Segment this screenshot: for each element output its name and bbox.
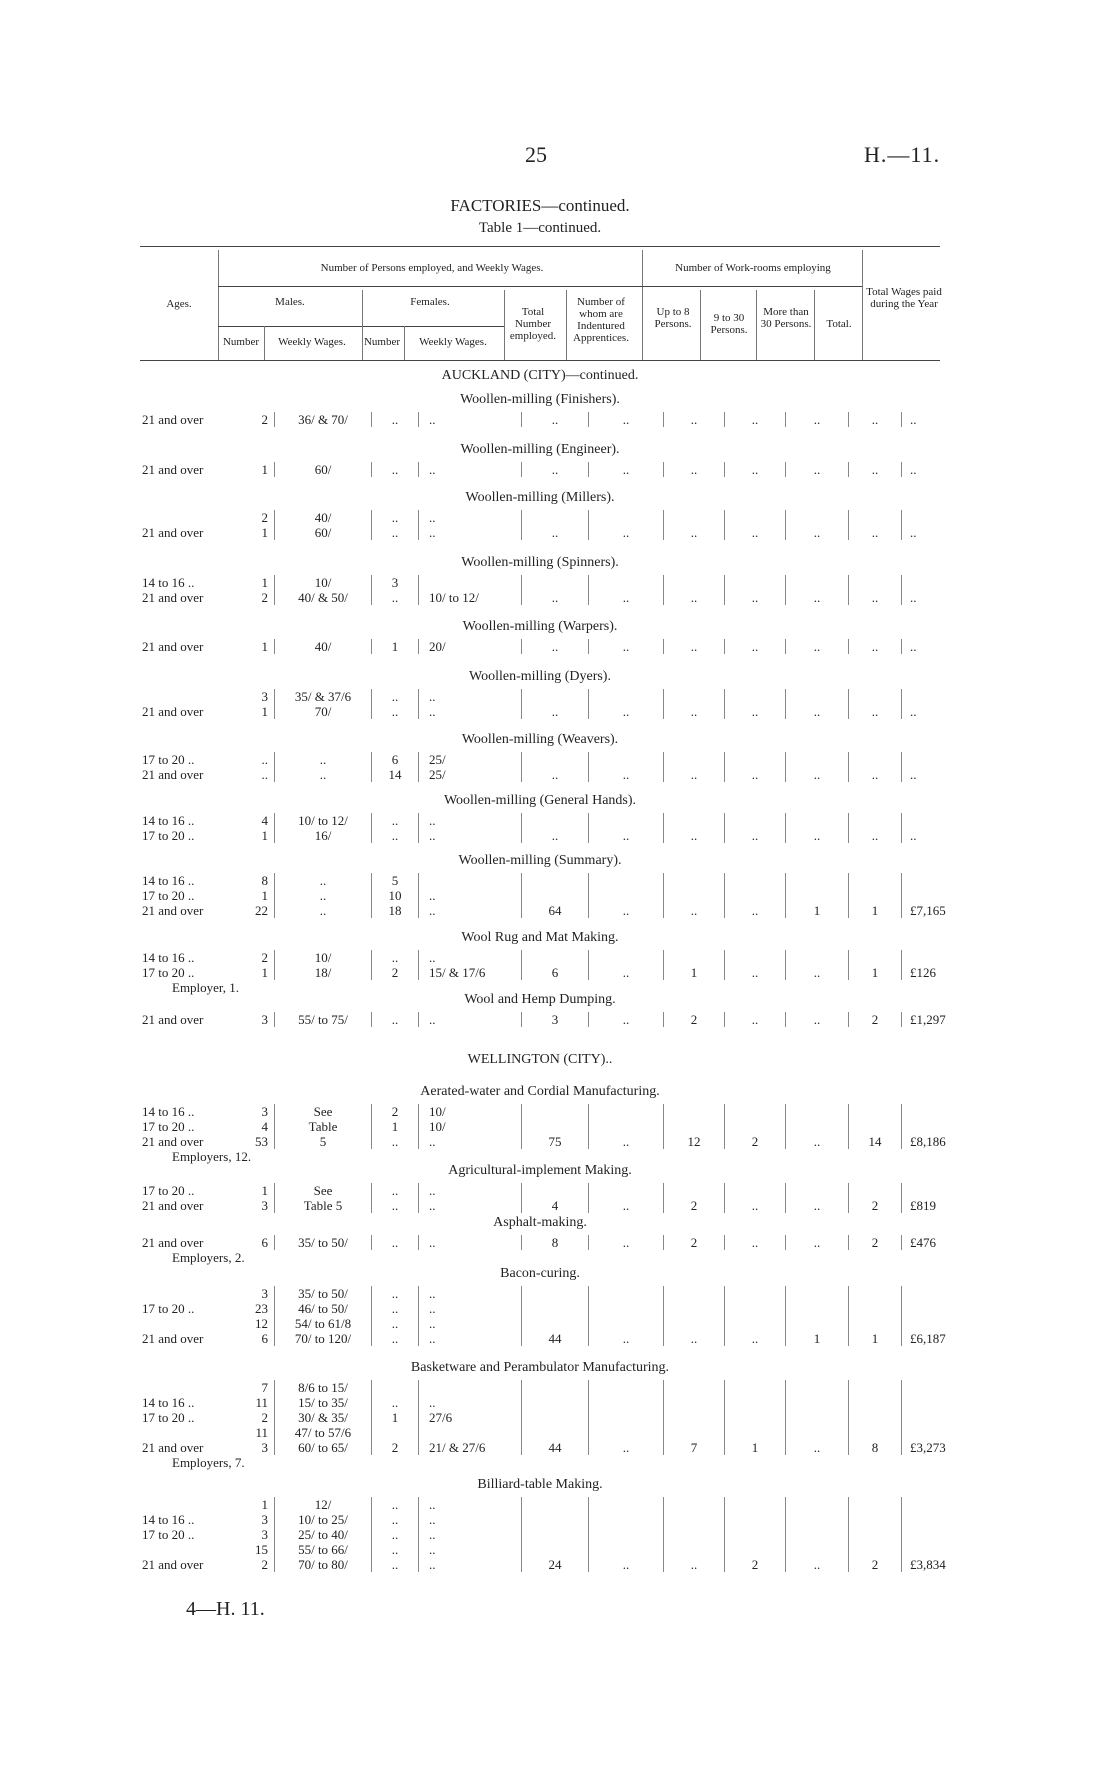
cell-up-to-8: 12 [664,1104,725,1149]
industry-heading: Wool and Hemp Dumping. [464,992,616,1007]
cell-total-employed: .. [522,752,589,782]
page-reference: H.—11. [864,142,941,167]
page-subtitle: Table 1—continued. [478,220,602,236]
cell-total-wages: £1,297 [910,1012,946,1027]
cell-apprentices: .. [589,1183,664,1213]
cell-total-employed: 44 [522,1286,589,1346]
cell-ages: 21 and over [142,525,204,540]
cell-female-wages: 25/ 25/ [419,752,522,782]
cell-female-wages: .. [419,412,522,427]
table-row [140,1497,992,1572]
cell-more-than-30: .. [786,1235,849,1250]
cell-more-than-30: .. [786,1183,849,1213]
cell-total-wages: £3,273 [910,1440,946,1455]
cell-female-wages: 10/ to 12/ [419,575,522,605]
cell-nine-to-30: .. [725,950,786,980]
industry-table [140,1183,992,1213]
cell-apprentices: .. [589,462,664,477]
table-row [140,1286,992,1346]
header-females: Females. [410,296,450,308]
industry-heading: Woollen-milling (Finishers). [460,392,620,407]
cell-total-employed: 6 [522,950,589,980]
cell-up-to-8: .. [664,873,725,918]
cell-nine-to-30: .. [725,1286,786,1346]
table-row [140,412,992,427]
industry-heading: Woollen-milling (Weavers). [461,732,619,747]
header-more-30: More than 30 Persons. [760,306,812,330]
cell-male-wages: 10/ 40/ & 50/ [275,575,372,605]
cell-apprentices: .. [589,873,664,918]
header-male-number: Number [222,336,260,348]
cell-male-number: 2 1 [222,950,275,980]
industry-table [140,752,992,782]
cell-male-number: 1 [222,462,275,477]
cell-female-wages: .. .. [419,1183,522,1213]
cell-workroom-total: 2 [849,1183,902,1213]
cell-ages: 21 and over [142,639,204,654]
cell-nine-to-30: .. [725,813,786,843]
cell-more-than-30: .. [786,462,849,477]
cell-up-to-8: 7 [664,1380,725,1455]
cell-apprentices: .. [589,412,664,427]
cell-female-number: .. 2 [372,950,419,980]
header-female-number: Number [363,336,401,348]
cell-total-employed: 3 [522,1012,589,1027]
cell-more-than-30: .. [786,1012,849,1027]
cell-nine-to-30: .. [725,510,786,540]
cell-female-wages: .. .. [419,873,522,918]
employers-note: Employer, 1. [172,980,239,995]
industry-table [140,412,992,427]
cell-total-wages: .. [910,462,917,477]
industry-heading: Woollen-milling (Millers). [465,490,615,505]
cell-female-number: 5 10 18 [372,873,419,918]
cell-workroom-total: .. [849,689,902,719]
table-row [140,1235,992,1250]
table-row [140,1104,992,1149]
cell-total-employed: 8 [522,1235,589,1250]
cell-female-wages: .. .. .. .. .. [419,1497,522,1572]
cell-workroom-total: .. [849,639,902,654]
cell-female-number: .. .. [372,510,419,540]
cell-ages: 14 to 16 .. 17 to 20 .. 21 and over [142,1395,204,1455]
table-row [140,1380,992,1455]
cell-total-wages: .. [910,704,917,719]
industry-heading: Woollen-milling (General Hands). [443,793,637,808]
cell-total-employed: 24 [522,1497,589,1572]
industry-table [140,639,992,654]
cell-apprentices: .. [589,752,664,782]
cell-total-wages: .. [910,767,917,782]
cell-ages: 17 to 20 .. 21 and over [142,1183,204,1213]
cell-ages: 14 to 16 .. 17 to 20 .. 21 and over [142,873,204,918]
industry-heading: Basketware and Perambulator Manufacturing. [410,1360,670,1375]
cell-nine-to-30: 2 [725,1104,786,1149]
employers-note: Employers, 2. [172,1250,245,1265]
industry-table [140,1286,992,1346]
cell-workroom-total: 2 [849,1497,902,1572]
page-number: 25 [525,142,547,167]
cell-ages: 14 to 16 .. 17 to 20 .. 21 and over [142,1512,204,1572]
cell-ages: 17 to 20 .. 21 and over [142,752,204,782]
cell-total-wages: £8,186 [910,1134,946,1149]
industry-table [140,1104,992,1149]
cell-up-to-8: 2 [664,1012,725,1027]
cell-workroom-total: .. [849,813,902,843]
cell-ages: 21 and over [142,462,204,477]
industry-table [140,1380,992,1455]
cell-ages: 21 and over [142,1235,204,1250]
cell-male-number: 1 2 [222,575,275,605]
cell-total-wages: .. [910,828,917,843]
cell-apprentices: .. [589,1235,664,1250]
cell-up-to-8: .. [664,639,725,654]
cell-male-number: 2 1 [222,510,275,540]
table-row [140,689,992,719]
industry-table [140,1497,992,1572]
cell-female-number: .. .. [372,813,419,843]
page-footer: 4—H. 11. [186,1598,265,1620]
cell-male-number: .. .. [222,752,275,782]
cell-total-employed: 64 [522,873,589,918]
cell-up-to-8: 2 [664,1183,725,1213]
cell-male-number: 3 1 [222,689,275,719]
table-row [140,950,992,980]
cell-nine-to-30: .. [725,689,786,719]
cell-workroom-total: .. [849,752,902,782]
cell-apprentices: .. [589,1286,664,1346]
cell-female-wages: .. 15/ & 17/6 [419,950,522,980]
industry-heading: Woollen-milling (Engineer). [460,442,620,457]
header-workrooms-group: Number of Work-rooms employing [675,262,831,274]
cell-female-wages: .. .. .. .. [419,1286,522,1346]
cell-total-wages: £7,165 [910,903,946,918]
cell-male-number: 3 23 12 6 [222,1286,275,1346]
cell-total-employed: 44 [522,1380,589,1455]
cell-apprentices: .. [589,1104,664,1149]
cell-apprentices: .. [589,639,664,654]
table-row [140,752,992,782]
cell-male-number: 6 [222,1235,275,1250]
table-row [140,575,992,605]
cell-up-to-8: .. [664,813,725,843]
cell-female-number: .. .. [372,689,419,719]
cell-more-than-30: .. [786,575,849,605]
cell-total-wages: £476 [910,1235,936,1250]
cell-up-to-8: .. [664,462,725,477]
cell-total-wages: .. [910,590,917,605]
cell-male-wages: .. .. [275,752,372,782]
table-row [140,813,992,843]
cell-male-wages: 35/ to 50/ 46/ to 50/ 54/ to 61/8 70/ to 120/ [275,1286,372,1346]
cell-male-number: 1 3 [222,1183,275,1213]
cell-male-number: 8 1 22 [222,873,275,918]
cell-male-number: 1 3 3 15 2 [222,1497,275,1572]
cell-total-wages: £126 [910,965,936,980]
cell-female-wages: 10/ 10/ .. [419,1104,522,1149]
cell-nine-to-30: .. [725,1235,786,1250]
cell-workroom-total: 8 [849,1380,902,1455]
cell-nine-to-30: .. [725,639,786,654]
table-row [140,873,992,918]
cell-apprentices: .. [589,689,664,719]
header-male-wages: Weekly Wages. [278,336,346,348]
cell-more-than-30: 1 [786,1286,849,1346]
cell-workroom-total: 14 [849,1104,902,1149]
cell-nine-to-30: .. [725,462,786,477]
industry-table [140,950,992,980]
cell-ages: 21 and over [142,704,204,719]
cell-apprentices: .. [589,1497,664,1572]
employers-note: Employers, 7. [172,1455,245,1470]
cell-nine-to-30: .. [725,1183,786,1213]
cell-total-employed: .. [522,639,589,654]
cell-ages: 14 to 16 .. 21 and over [142,575,204,605]
cell-more-than-30: .. [786,510,849,540]
industry-heading: Agricultural-implement Making. [448,1163,632,1178]
table-row [140,462,992,477]
cell-workroom-total: .. [849,412,902,427]
cell-male-number: 7 11 2 11 3 [222,1380,275,1455]
cell-nine-to-30: .. [725,412,786,427]
cell-workroom-total: .. [849,575,902,605]
header-persons-group: Number of Persons employed, and Weekly Wages. [320,262,544,274]
industry-heading: Woollen-milling (Warpers). [462,619,618,634]
industry-heading: Aerated-water and Cordial Manufacturing. [420,1084,660,1099]
header-9-to-30: 9 to 30 Persons. [710,312,748,336]
cell-total-employed: 75 [522,1104,589,1149]
cell-total-wages: £819 [910,1198,936,1213]
cell-male-number: 3 [222,1012,275,1027]
cell-ages: 14 to 16 .. 17 to 20 .. [142,813,195,843]
cell-female-number: .. 1 2 [372,1380,419,1455]
cell-female-wages: 20/ [419,639,522,654]
table-row [140,1183,992,1213]
cell-total-wages: £6,187 [910,1331,946,1346]
cell-more-than-30: .. [786,639,849,654]
cell-nine-to-30: 1 [725,1380,786,1455]
cell-ages: 21 and over [142,1012,204,1027]
header-total: Total. [826,318,852,330]
cell-female-number: .. [372,1235,419,1250]
cell-more-than-30: 1 [786,873,849,918]
cell-total-employed: .. [522,510,589,540]
cell-ages: 14 to 16 .. 17 to 20 .. 21 and over [142,1104,204,1149]
cell-female-number: .. .. .. .. .. [372,1497,419,1572]
cell-male-number: 1 [222,639,275,654]
cell-male-wages: 12/ 10/ to 25/ 25/ to 40/ 55/ to 66/ 70/ to 80/ [275,1497,372,1572]
industry-heading: Asphalt-making. [493,1215,587,1230]
cell-nine-to-30: .. [725,575,786,605]
industry-table [140,575,992,605]
industry-heading: Billiard-table Making. [477,1477,603,1492]
industry-table [140,813,992,843]
industry-heading: Bacon-curing. [500,1266,580,1281]
cell-nine-to-30: .. [725,873,786,918]
cell-male-wages: 36/ & 70/ [275,412,372,427]
industry-table [140,689,992,719]
cell-up-to-8: .. [664,1286,725,1346]
cell-total-wages: .. [910,412,917,427]
cell-male-wages: 10/ to 12/ 16/ [275,813,372,843]
table-row [140,510,992,540]
cell-female-number: 3 .. [372,575,419,605]
cell-up-to-8: 2 [664,1235,725,1250]
cell-workroom-total: 2 [849,1235,902,1250]
industry-table [140,1235,992,1250]
industry-table [140,510,992,540]
cell-more-than-30: .. [786,1104,849,1149]
cell-apprentices: .. [589,575,664,605]
cell-more-than-30: .. [786,1380,849,1455]
cell-female-wages: .. [419,1235,522,1250]
industry-table [140,873,992,918]
cell-up-to-8: .. [664,510,725,540]
header-apprentices: Number of whom are Indentured Apprentices. [573,296,629,344]
cell-up-to-8: .. [664,575,725,605]
cell-nine-to-30: .. [725,752,786,782]
header-female-wages: Weekly Wages. [419,336,487,348]
cell-up-to-8: 1 [664,950,725,980]
cell-male-wages: .. .. .. [275,873,372,918]
page-title: FACTORIES—continued. [450,196,630,215]
cell-female-number: .. [372,412,419,427]
cell-female-wages: .. [419,1012,522,1027]
cell-male-wages: 10/ 18/ [275,950,372,980]
cell-female-number: 1 [372,639,419,654]
industry-heading: Woollen-milling (Dyers). [469,669,611,684]
cell-more-than-30: .. [786,412,849,427]
cell-male-wages: See Table 5 [275,1104,372,1149]
cell-female-wages: .. .. [419,689,522,719]
cell-ages: 14 to 16 .. 17 to 20 .. [142,950,195,980]
cell-workroom-total: 2 [849,1012,902,1027]
cell-apprentices: .. [589,510,664,540]
cell-more-than-30: .. [786,1497,849,1572]
cell-more-than-30: .. [786,752,849,782]
cell-nine-to-30: 2 [725,1497,786,1572]
section-wellington: WELLINGTON (CITY).. [467,1052,613,1067]
cell-total-employed: .. [522,813,589,843]
cell-ages: 21 and over [142,412,204,427]
cell-male-number: 2 [222,412,275,427]
industry-heading: Wool Rug and Mat Making. [461,930,619,945]
industry-table [140,1012,992,1027]
cell-workroom-total: .. [849,510,902,540]
cell-male-wages: 35/ & 37/6 70/ [275,689,372,719]
cell-workroom-total: .. [849,462,902,477]
cell-female-wages: .. .. [419,813,522,843]
cell-apprentices: .. [589,1012,664,1027]
employers-note: Employers, 12. [172,1149,252,1164]
cell-nine-to-30: .. [725,1012,786,1027]
cell-male-wages: 55/ to 75/ [275,1012,372,1027]
cell-more-than-30: .. [786,813,849,843]
cell-total-wages: .. [910,525,917,540]
cell-male-wages: 40/ 60/ [275,510,372,540]
cell-male-wages: 35/ to 50/ [275,1235,372,1250]
cell-male-wages: 8/6 to 15/ 15/ to 35/ 30/ & 35/ 47/ to 57/6 60/ to 65/ [275,1380,372,1455]
cell-female-number: .. [372,1012,419,1027]
header-males: Males. [275,296,305,308]
cell-female-number: .. [372,462,419,477]
header-total-employed: Total Number employed. [509,306,557,342]
cell-apprentices: .. [589,950,664,980]
cell-workroom-total: 1 [849,873,902,918]
cell-female-wages: .. .. [419,510,522,540]
cell-workroom-total: 1 [849,950,902,980]
industry-heading: Woollen-milling (Summary). [458,853,622,868]
cell-ages: 17 to 20 .. 21 and over [142,1301,204,1346]
cell-total-employed: .. [522,412,589,427]
table-row [140,1012,992,1027]
cell-up-to-8: .. [664,1497,725,1572]
industry-table [140,462,992,477]
cell-female-wages: .. [419,462,522,477]
cell-apprentices: .. [589,813,664,843]
cell-female-number: 6 14 [372,752,419,782]
cell-female-number: .. .. [372,1183,419,1213]
cell-total-employed: .. [522,689,589,719]
cell-female-number: 2 1 .. [372,1104,419,1149]
cell-up-to-8: .. [664,752,725,782]
cell-female-wages: .. 27/6 21/ & 27/6 [419,1380,522,1455]
cell-up-to-8: .. [664,689,725,719]
cell-total-employed: .. [522,462,589,477]
section-auckland: AUCKLAND (CITY)—continued. [441,368,639,383]
cell-female-number: .. .. .. .. [372,1286,419,1346]
industry-heading: Woollen-milling (Spinners). [461,555,619,570]
cell-male-wages: 40/ [275,639,372,654]
header-up-to-8: Up to 8 Persons. [654,306,692,330]
cell-male-wages: 60/ [275,462,372,477]
cell-total-wages: .. [910,639,917,654]
header-total-wages: Total Wages paid during the Year [866,286,942,310]
cell-workroom-total: 1 [849,1286,902,1346]
cell-male-number: 3 4 53 [222,1104,275,1149]
cell-more-than-30: .. [786,950,849,980]
cell-male-number: 4 1 [222,813,275,843]
header-ages: Ages. [166,298,192,310]
cell-up-to-8: .. [664,412,725,427]
table-row [140,639,992,654]
cell-apprentices: .. [589,1380,664,1455]
cell-total-employed: 4 [522,1183,589,1213]
cell-total-employed: .. [522,575,589,605]
cell-more-than-30: .. [786,689,849,719]
cell-total-wages: £3,834 [910,1557,946,1572]
cell-male-wages: See Table 5 [275,1183,372,1213]
